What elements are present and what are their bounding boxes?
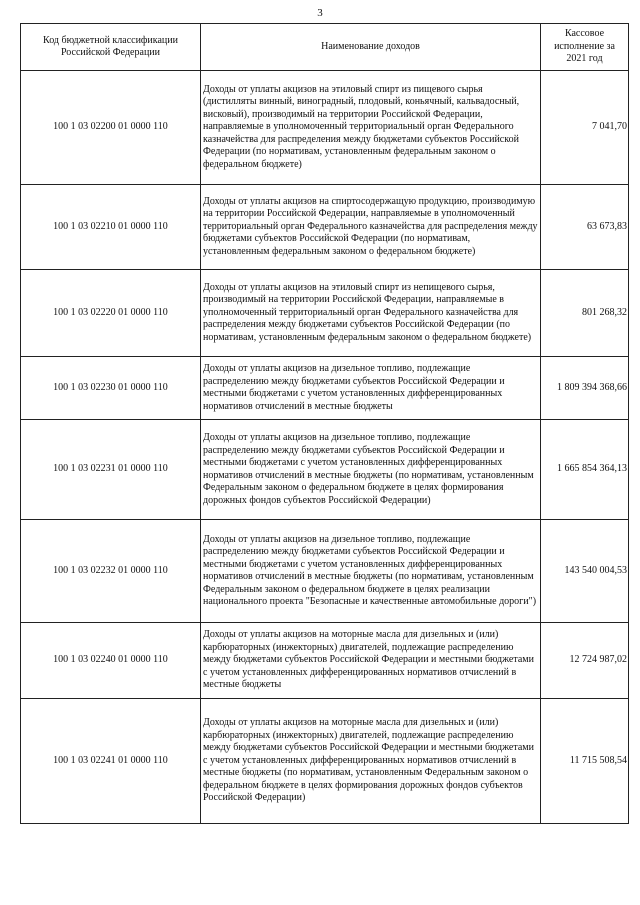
row-name: Доходы от уплаты акцизов на моторные масла для дизельных и (или) карбюраторных (инжекторных) двигателей, подлежащие распределению между бюджетами субъектов Российской Федерации и местными бюджетами с учетом установленных дифференцированных нормативов отчислений в местные бюджеты [201, 623, 541, 699]
row-amount: 7 041,70 [541, 71, 629, 185]
row-name: Доходы от уплаты акцизов на этиловый спирт из непищевого сырья, производимый на территории Российской Федерации, направляемые в уполномоченный территориальный орган Федерального казначейства для распределения между бюджетами субъектов Российской Федерации (по нормативам, установленным федеральным законом о федеральном бюджете) [201, 270, 541, 357]
table-row [21, 270, 629, 357]
table-row [21, 357, 629, 420]
row-amount: 12 724 987,02 [541, 623, 629, 699]
table-row [21, 623, 629, 699]
header-name: Наименование доходов [201, 24, 541, 71]
table-row [21, 520, 629, 623]
row-code: 100 1 03 02220 01 0000 110 [21, 270, 201, 357]
row-amount: 11 715 508,54 [541, 699, 629, 824]
header-amount: Кассовое исполнение за 2021 год [541, 24, 629, 71]
row-name: Доходы от уплаты акцизов на моторные масла для дизельных и (или) карбюраторных (инжекторных) двигателей, подлежащие распределению между бюджетами субъектов Российской Федерации и местными бюджетами с учетом установленных дифференцированных нормативов отчислений в местные бюджеты (по нормативам, установленным Федеральным законом о федеральном бюджете в целях формирования дорожных фондов субъектов Российской Федерации) [201, 699, 541, 824]
table-row [21, 71, 629, 185]
row-code: 100 1 03 02200 01 0000 110 [21, 71, 201, 185]
row-code: 100 1 03 02230 01 0000 110 [21, 357, 201, 420]
row-amount: 801 268,32 [541, 270, 629, 357]
table-row [21, 185, 629, 270]
row-code: 100 1 03 02231 01 0000 110 [21, 420, 201, 520]
table-row [21, 699, 629, 824]
row-code: 100 1 03 02210 01 0000 110 [21, 185, 201, 270]
row-amount: 63 673,83 [541, 185, 629, 270]
row-name: Доходы от уплаты акцизов на спиртосодержащую продукцию, производимую на территории Российской Федерации, направляемые в уполномоченный территориальный орган Федерального казначейства для распределения между бюджетами субъектов Российской Федерации (по нормативам, установленным федеральным законом о федеральном бюджете) [201, 185, 541, 270]
page-number: 3 [317, 7, 323, 19]
row-name: Доходы от уплаты акцизов на дизельное топливо, подлежащие распределению между бюджетами субъектов Российской Федерации и местными бюджетами с учетом установленных дифференцированных нормативов отчислений в местные бюджеты [201, 357, 541, 420]
row-name: Доходы от уплаты акцизов на дизельное топливо, подлежащие распределению между бюджетами субъектов Российской Федерации и местными бюджетами с учетом установленных дифференцированных нормативов отчислений в местные бюджеты (по нормативам, установленным Федеральным законом о федеральном бюджете в целях реализации национального проекта "Безопасные и качественные автомобильные дороги") [201, 520, 541, 623]
row-name: Доходы от уплаты акцизов на дизельное топливо, подлежащие распределению между бюджетами субъектов Российской Федерации и местными бюджетами с учетом установленных дифференцированных нормативов отчислений в местные бюджеты (по нормативам, установленным Федеральным законом о федеральном бюджете в целях формирования дорожных фондов субъектов Российской Федерации) [201, 420, 541, 520]
row-code: 100 1 03 02241 01 0000 110 [21, 699, 201, 824]
header-code: Код бюджетной классификации Российской Федерации [21, 24, 201, 71]
table-row [21, 420, 629, 520]
row-amount: 143 540 004,53 [541, 520, 629, 623]
row-amount: 1 665 854 364,13 [541, 420, 629, 520]
row-code: 100 1 03 02232 01 0000 110 [21, 520, 201, 623]
row-name: Доходы от уплаты акцизов на этиловый спирт из пищевого сырья (дистилляты винный, виноградный, плодовый, коньячный, кальвадосный, висковый), производимый на территории Российской Федерации, направляемые в уполномоченный территориальный орган Федерального казначейства для распределения между бюджетами субъектов Российской Федерации (по нормативам, установленным федеральным законом о федеральном бюджете) [201, 71, 541, 185]
revenue-table [20, 23, 629, 824]
table-header-row [21, 24, 629, 71]
row-amount: 1 809 394 368,66 [541, 357, 629, 420]
row-code: 100 1 03 02240 01 0000 110 [21, 623, 201, 699]
